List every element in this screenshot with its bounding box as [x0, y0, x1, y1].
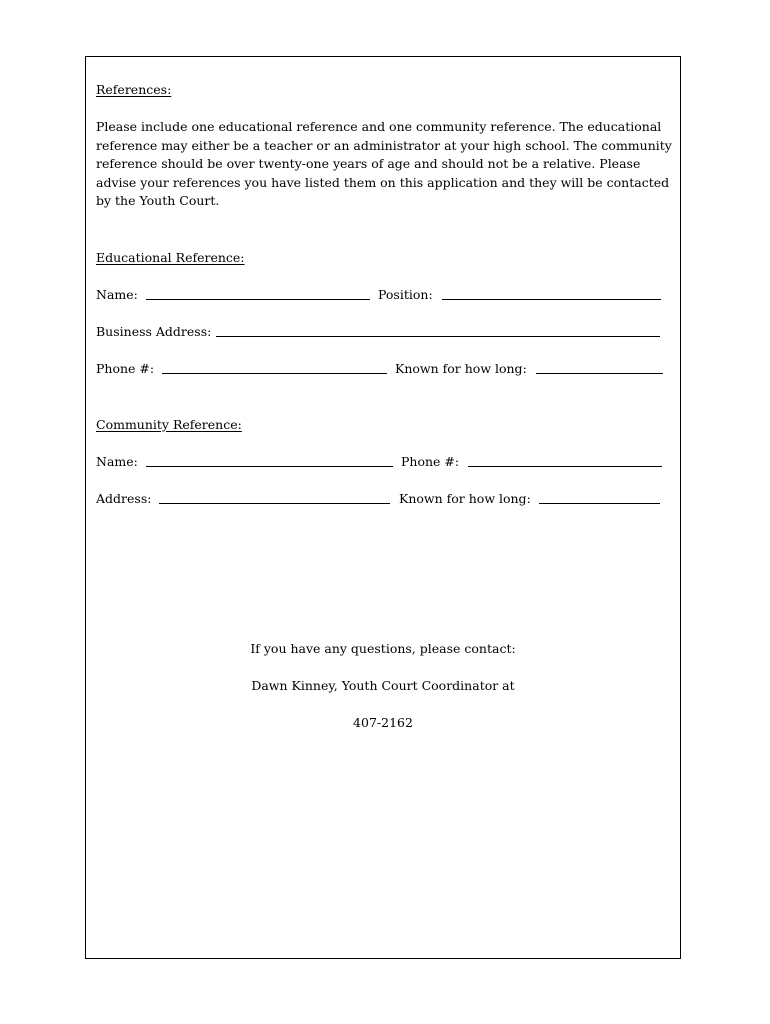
edu-name-field[interactable] [146, 299, 370, 300]
edu-name-label: Name: [96, 287, 138, 302]
intro-paragraph [96, 118, 676, 211]
intro-line: reference may either be a teacher or an administrator at your high school. The community [96, 137, 672, 153]
edu-business-address-label: Business Address: [96, 324, 212, 339]
com-known-field[interactable] [539, 503, 660, 504]
edu-position-field[interactable] [442, 299, 661, 300]
contact-line-1: If you have any questions, please contact: [250, 641, 516, 656]
com-known-label: Known for how long: [399, 491, 531, 506]
intro-line: by the Youth Court. [96, 193, 220, 208]
com-address-field[interactable] [159, 503, 390, 504]
community-reference-title: Community Reference: [96, 417, 242, 432]
com-name-label: Name: [96, 454, 138, 469]
contact-line-2: Dawn Kinney, Youth Court Coordinator at [251, 678, 515, 693]
intro-line: reference should be over twenty-one years of age and should not be a relative. Please [96, 156, 641, 171]
com-address-label: Address: [96, 491, 152, 506]
com-phone-field[interactable] [468, 466, 662, 467]
edu-known-label: Known for how long: [395, 361, 527, 376]
contact-phone: 407-2162 [353, 715, 413, 730]
intro-line: Please include one educational reference and one community reference. The educational [96, 119, 662, 134]
edu-known-field[interactable] [536, 373, 663, 374]
educational-reference-title: Educational Reference: [96, 250, 245, 265]
com-phone-label: Phone #: [401, 454, 460, 469]
edu-position-label: Position: [378, 287, 433, 302]
edu-phone-field[interactable] [162, 373, 387, 374]
edu-phone-label: Phone #: [96, 361, 155, 376]
edu-business-address-field[interactable] [216, 336, 660, 337]
com-name-field[interactable] [146, 466, 393, 467]
intro-line: advise your references you have listed them on this application and they will be contacted [96, 174, 670, 190]
references-heading: References: [96, 82, 172, 97]
